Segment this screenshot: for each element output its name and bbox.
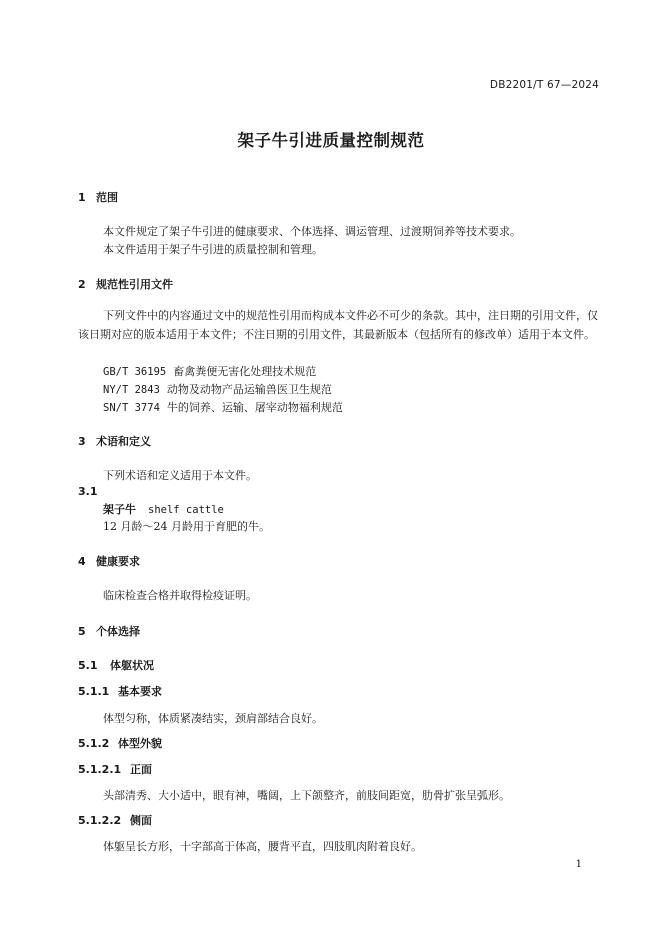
term-chinese: 架子牛 (103, 503, 136, 516)
section-number: 5.1.2.1 (78, 763, 122, 776)
reference-name: 牛的饲养、运输、屠宰动物福利规范 (166, 401, 343, 414)
section-number: 2 (78, 278, 86, 291)
paragraph-references-intro: 下列文件中的内容通过文中的规范性引用而构成本文件必不可少的条款。其中，注日期的引用文件，仅该日期对应的版本适用于本文件；不注日期的引用文件，其最新版本（包括所有的修改单）适用于本文件。 (78, 309, 598, 341)
paragraph: 本文件规定了架子牛引进的健康要求、个体选择、调运管理、过渡期饲养等技术要求。 (103, 225, 521, 238)
section-title: 健康要求 (96, 555, 140, 568)
reference-item (103, 399, 343, 415)
paragraph: 头部清秀、大小适中，眼有神，嘴阔，上下颌整齐，前肢间距宽，肋骨扩张呈弧形。 (103, 789, 510, 802)
paragraph: 下列术语和定义适用于本文件。 (103, 469, 257, 482)
subsection-heading (78, 657, 154, 673)
section-title: 基本要求 (118, 685, 162, 698)
term-definition: 12 月龄～24 月龄用于育肥的牛。 (103, 520, 270, 533)
reference-code: SN/T 3774 (103, 402, 160, 414)
section-title: 范围 (96, 191, 118, 204)
reference-code: NY/T 2843 (103, 384, 160, 396)
paragraph: 体躯呈长方形，十字部高于体高，腰背平直，四肢肌肉附着良好。 (103, 840, 422, 853)
term-entry (103, 501, 224, 517)
section-title: 个体选择 (96, 625, 140, 638)
subsection-heading (78, 683, 162, 699)
reference-name: 畜禽粪便无害化处理技术规范 (173, 365, 317, 378)
section-title: 术语和定义 (96, 435, 151, 448)
section-heading-terms (78, 433, 151, 449)
subsection-heading (78, 761, 152, 777)
section-number: 5 (78, 625, 86, 638)
document-number: DB2201/T 67—2024 (489, 79, 599, 91)
section-heading-scope (78, 189, 118, 205)
paragraph: 本文件适用于架子牛引进的质量控制和管理。 (103, 243, 323, 256)
document-title: 架子牛引进质量控制规范 (237, 131, 425, 150)
section-title: 规范性引用文件 (96, 278, 173, 291)
section-number: 5.1.2 (78, 737, 110, 750)
paragraph: 临床检查合格并取得检疫证明。 (103, 589, 257, 602)
subsection-heading (78, 735, 162, 751)
section-title: 侧面 (130, 814, 152, 827)
page-number: 1 (575, 859, 582, 870)
section-number: 5.1 (78, 659, 98, 672)
term-number: 3.1 (78, 485, 98, 498)
section-title: 体躯状况 (110, 659, 154, 672)
section-heading-selection (78, 623, 140, 639)
section-title: 体型外貌 (118, 737, 162, 750)
section-number: 5.1.2.2 (78, 814, 122, 827)
section-heading-normative-references (78, 276, 173, 292)
section-number: 4 (78, 555, 86, 568)
reference-code: GB/T 36195 (103, 366, 167, 378)
section-title: 正面 (130, 763, 152, 776)
paragraph: 体型匀称，体质紧凑结实，颈肩部结合良好。 (103, 712, 323, 725)
section-number: 5.1.1 (78, 685, 110, 698)
reference-item (103, 363, 316, 379)
reference-item (103, 381, 332, 397)
section-heading-health (78, 553, 140, 569)
section-number: 1 (78, 191, 86, 204)
subsection-heading (78, 812, 152, 828)
section-number: 3 (78, 435, 86, 448)
reference-name: 动物及动物产品运输兽医卫生规范 (166, 383, 332, 396)
term-english: shelf cattle (148, 504, 224, 516)
